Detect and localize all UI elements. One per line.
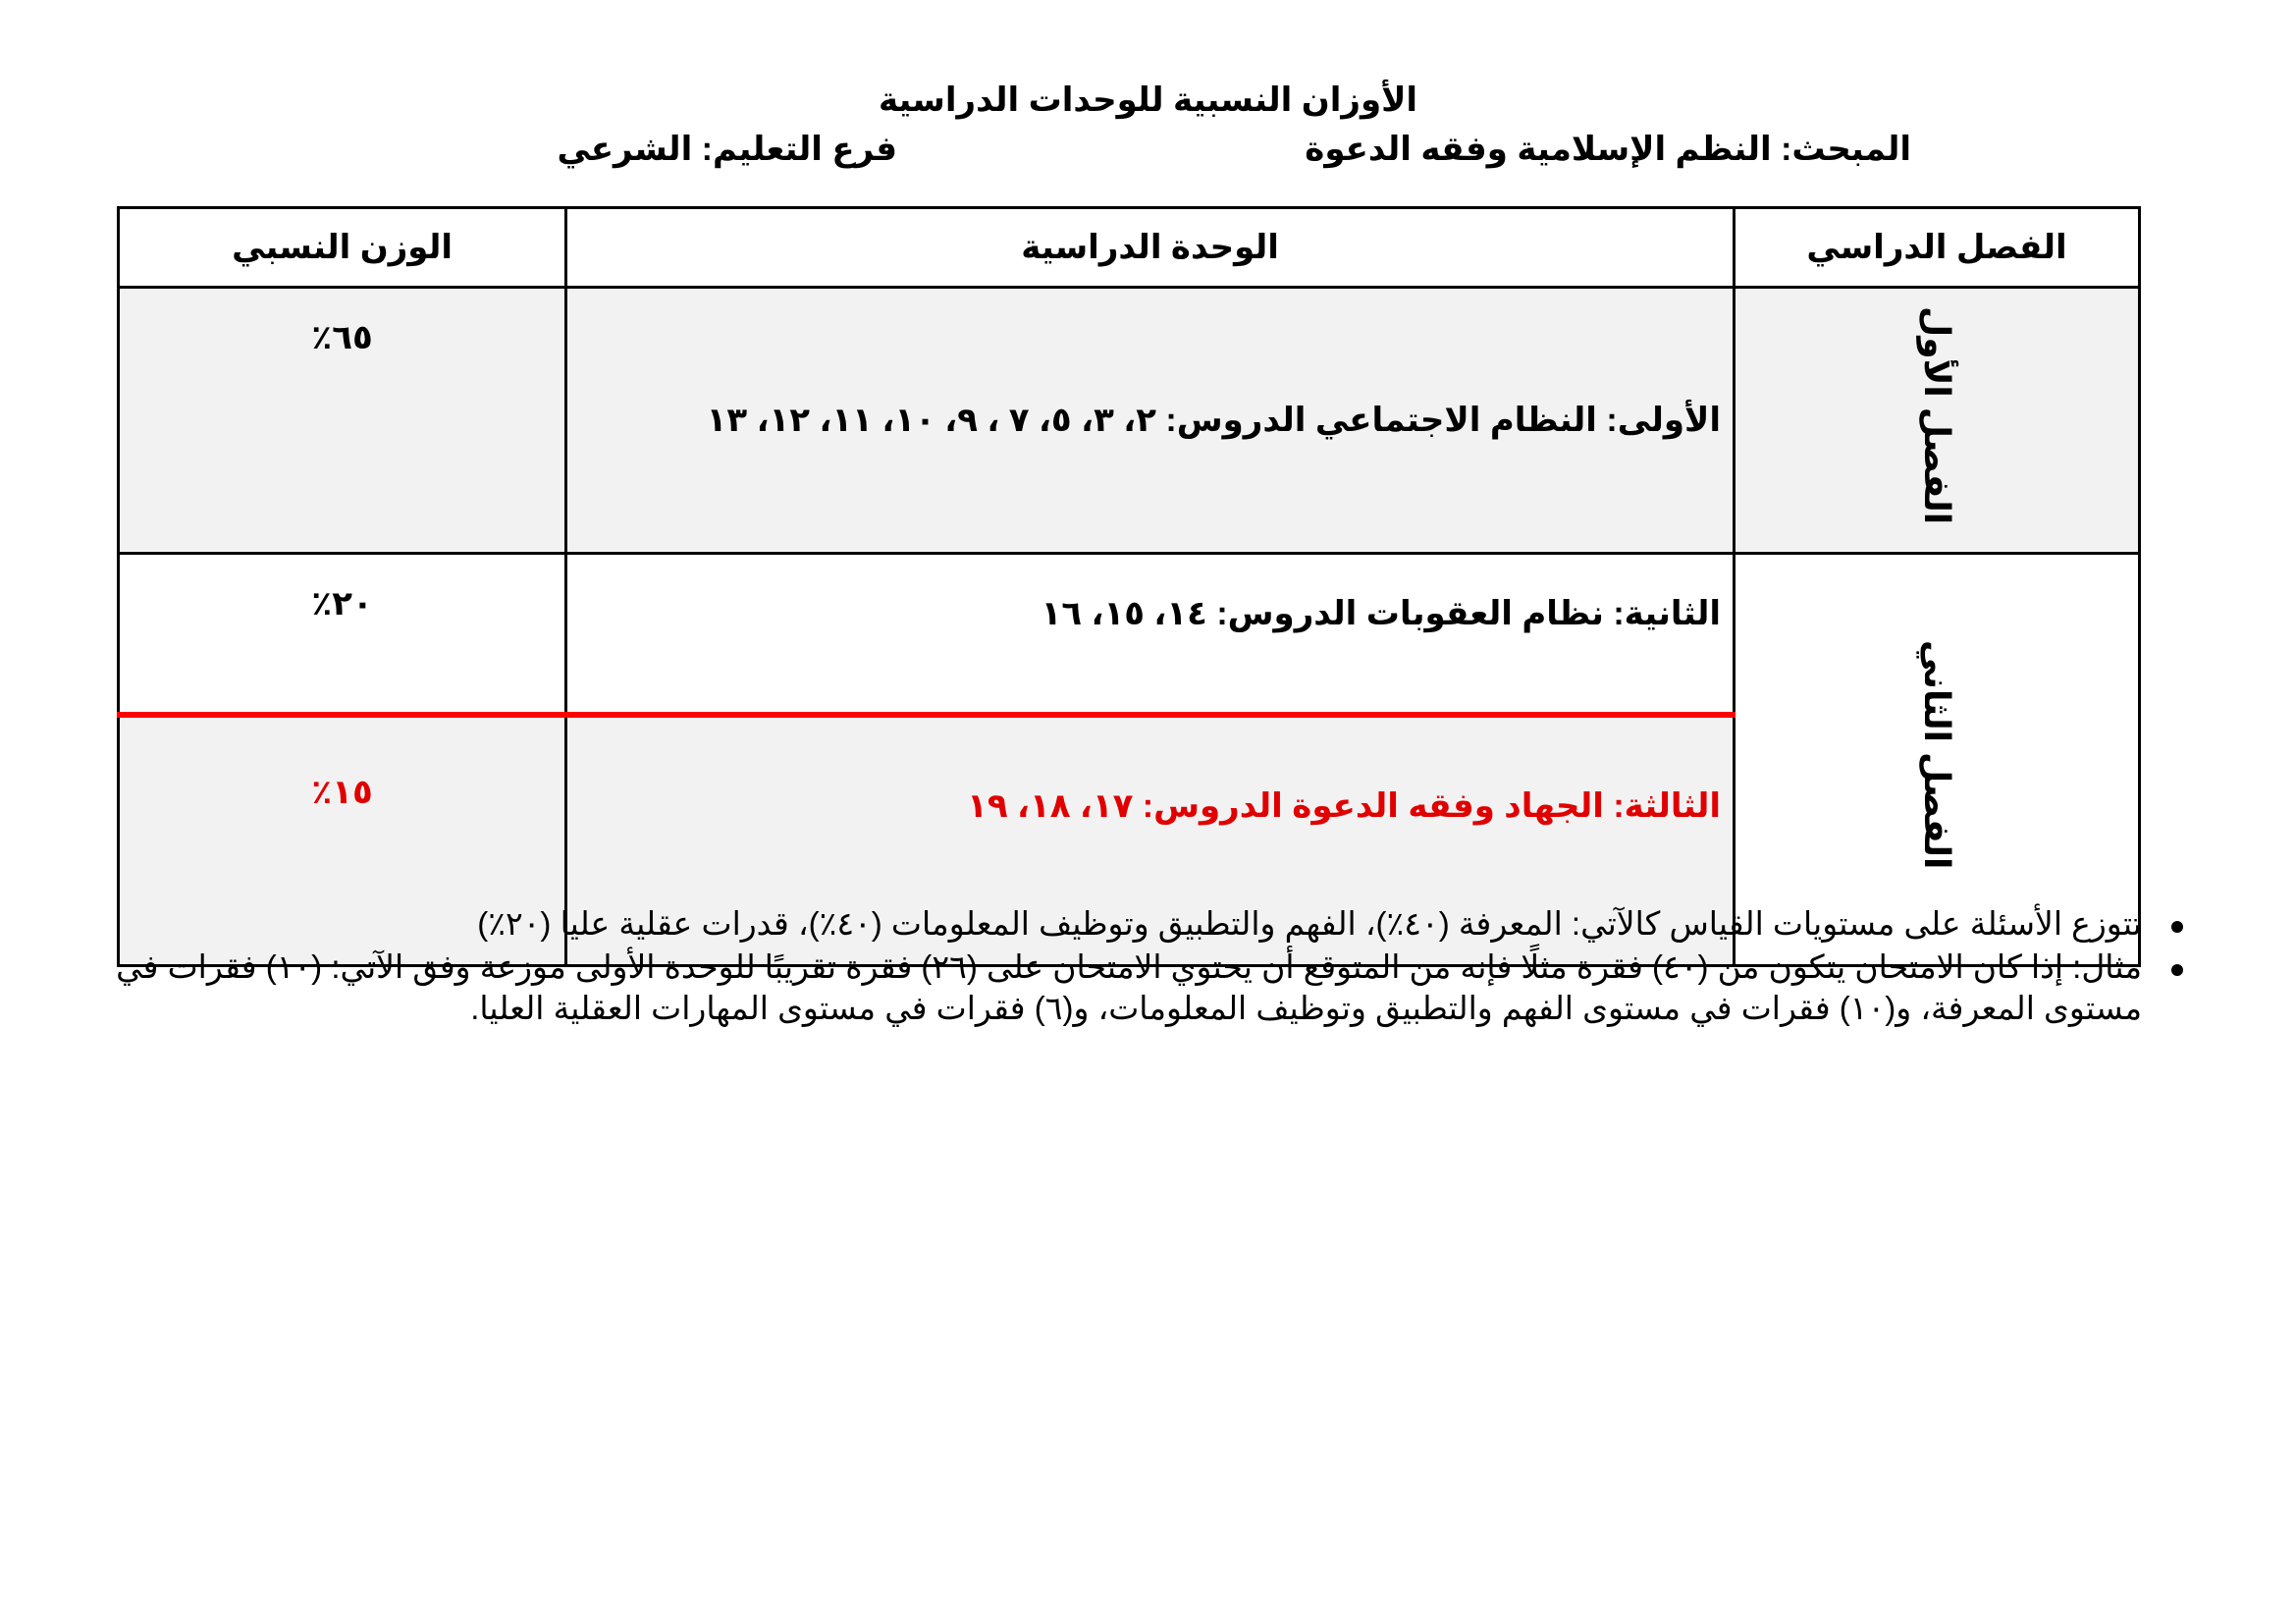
notes-list bbox=[102, 903, 2183, 1029]
table-header-row bbox=[119, 208, 2140, 288]
semester-label: الفصل الثاني bbox=[1917, 640, 1957, 870]
table-row bbox=[119, 288, 2140, 554]
unit-cell: الثالثة: الجهاد وفقه الدعوة الدروس: ١٧، ١٨، ١٩ bbox=[566, 715, 1735, 966]
weight-cell: ١٥٪ bbox=[119, 715, 566, 966]
unit-cell: الأولى: النظام الاجتماعي الدروس: ٢، ٣، ٥، ٧ ، ٩، ١٠، ١١، ١٢، ١٣ bbox=[566, 288, 1735, 554]
header-weight: الوزن النسبي bbox=[119, 208, 566, 288]
weight-cell: ٢٠٪ bbox=[119, 554, 566, 716]
subject-label: المبحث: النظم الإسلامية وفقه الدعوة bbox=[1305, 131, 1911, 168]
weight-cell: ٦٥٪ bbox=[119, 288, 566, 554]
weights-table bbox=[117, 206, 2141, 967]
list-item: تتوزع الأسئلة على مستويات القياس كالآتي: المعرفة (٤٠٪)، الفهم والتطبيق وتوظيف المعلومات (٤٠٪)، قدرات عقلية عليا (٢٠٪) bbox=[102, 903, 2183, 945]
header-unit: الوحدة الدراسية bbox=[566, 208, 1735, 288]
branch-label: فرع التعليم: الشرعي bbox=[557, 131, 897, 168]
semester-cell bbox=[1735, 288, 2140, 554]
page-title: الأوزان النسبية للوحدات الدراسية bbox=[878, 81, 1418, 119]
semester-label: الفصل الأول bbox=[1917, 306, 1957, 525]
unit-cell: الثانية: نظام العقوبات الدروس: ١٤، ١٥، ١٦ bbox=[566, 554, 1735, 716]
header-semester: الفصل الدراسي bbox=[1735, 208, 2140, 288]
table-row bbox=[119, 554, 2140, 716]
list-item: مثال: إذا كان الامتحان يتكون من (٤٠) فقرة مثلًا فإنه من المتوقع أن يحتوي الامتحان على (٢٦) فقرة تقريبًا للوحدة الأولى موزعة وفق الآتي: (١٠) فقرات في مستوى المعرفة، و(١٠) فقرات في مستوى الفهم والتطبيق وتوظيف المعلومات، و(٦) فقرات في مستوى المهارات العقلية العليا. bbox=[102, 947, 2183, 1029]
